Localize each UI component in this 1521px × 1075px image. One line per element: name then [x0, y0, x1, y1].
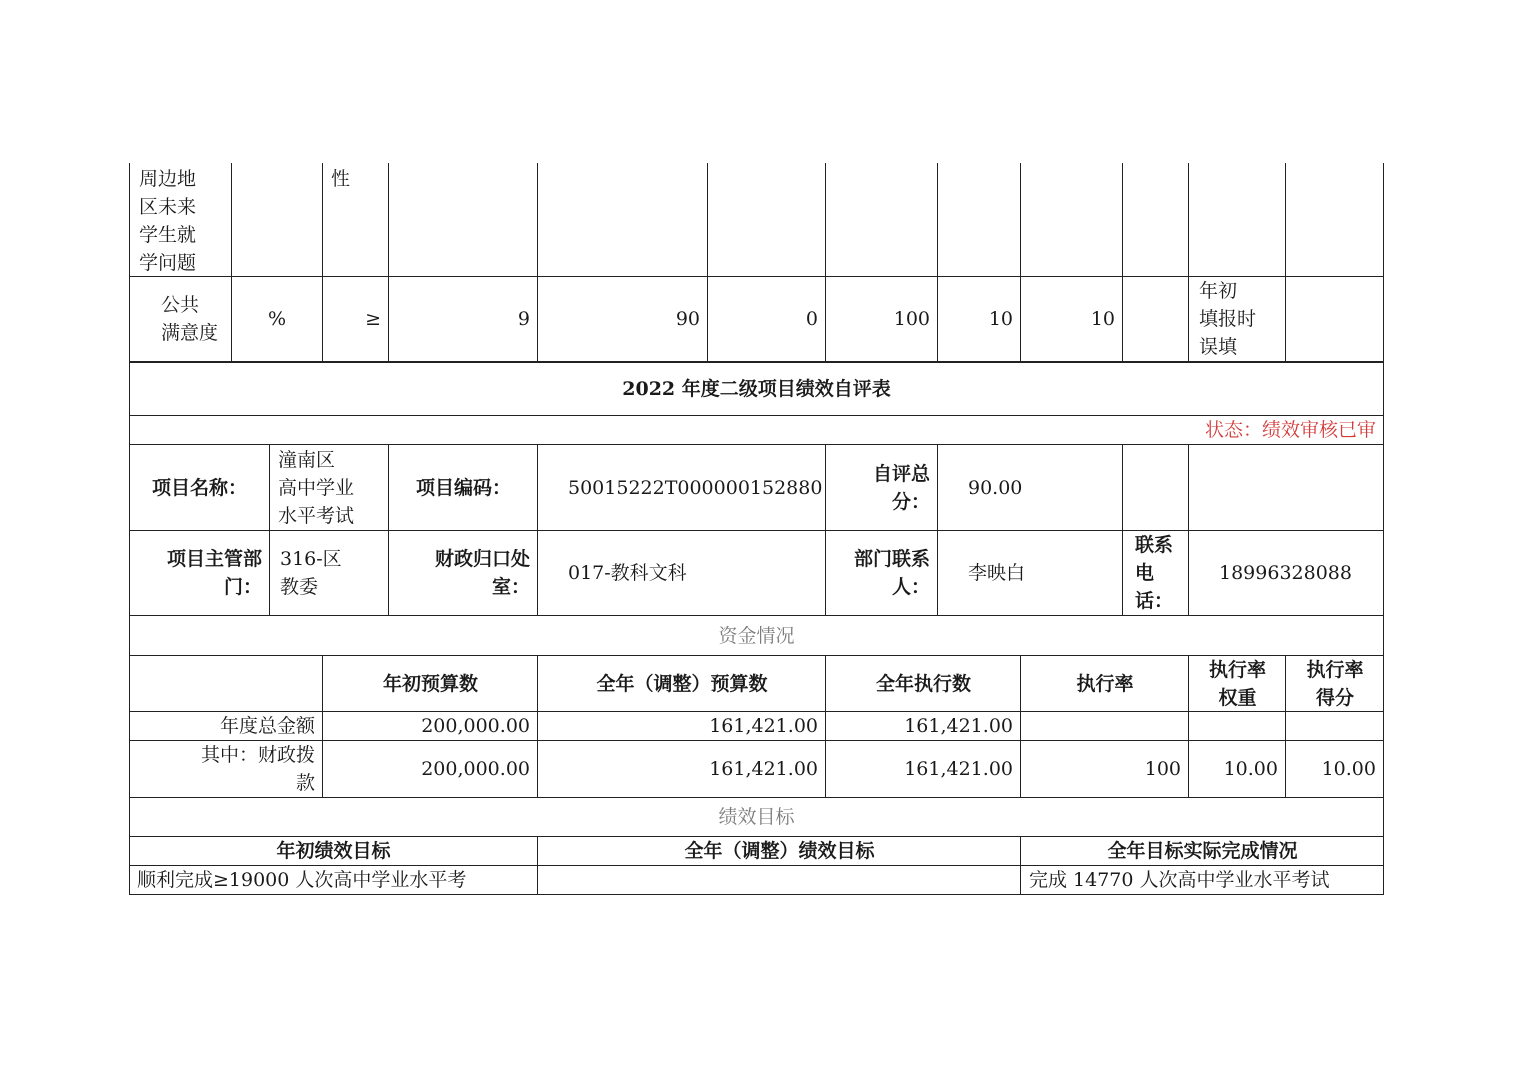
- funds-header-adjusted: 全年（调整）预算数: [596, 672, 768, 695]
- funds-row-executed: 161,421.00: [904, 758, 1013, 780]
- funds-row-label: 其中：财政拨 款: [200, 744, 315, 794]
- grid-line: [1383, 163, 1384, 895]
- dept-label: 项目主管部 门：: [166, 548, 262, 598]
- grid-line: [1285, 655, 1286, 797]
- funds-row-adjusted: 161,421.00: [709, 758, 818, 780]
- indicator-adjusted: 0: [805, 308, 818, 330]
- project-code-label: 项目编码：: [415, 476, 511, 499]
- grid-line: [825, 163, 826, 362]
- funds-row-weight: 10.00: [1223, 758, 1278, 780]
- funds-header-executed: 全年执行数: [875, 672, 971, 695]
- funds-header-score: 执行率 得分: [1306, 658, 1364, 709]
- grid-line: [937, 444, 938, 615]
- funds-row-executed: 161,421.00: [904, 715, 1013, 737]
- indicator-remark: 年初 填报时 误填: [1199, 280, 1257, 358]
- funds-row-rate: 100: [1144, 758, 1181, 780]
- funds-section-title: 资金情况: [718, 624, 795, 647]
- funds-header-initial: 年初预算数: [382, 672, 478, 695]
- total-score-value: 90.00: [968, 476, 1023, 499]
- grid-line: [231, 163, 232, 362]
- grid-line: [269, 444, 270, 615]
- indicator-operator: ≥: [365, 308, 381, 330]
- phone-label: 联系 电 话：: [1135, 534, 1174, 612]
- indicator-score-weight: 10: [988, 308, 1013, 330]
- grid-line: [129, 444, 1384, 445]
- project-name-label: 项目名称：: [151, 476, 247, 499]
- goals-adjusted-text: [538, 866, 1021, 894]
- grid-line: [388, 444, 389, 615]
- grid-line: [1122, 163, 1123, 362]
- grid-line: [825, 655, 826, 797]
- grid-line: [322, 655, 323, 797]
- grid-line: [129, 163, 130, 895]
- indicator-satisfaction: 公共 满意度: [161, 294, 219, 344]
- form-title: 2022 年度二级项目绩效自评表: [622, 378, 891, 400]
- funds-row-label: 年度总金额: [219, 715, 315, 737]
- indicator-property: 性: [331, 168, 351, 190]
- grid-line: [1285, 163, 1286, 362]
- goals-header-initial: 年初绩效目标: [276, 840, 391, 862]
- dept-value: 316-区 教委: [280, 548, 342, 598]
- grid-line: [537, 655, 538, 797]
- indicator-unit: %: [267, 308, 287, 330]
- indicator-target: 90: [675, 308, 700, 330]
- goals-header-actual: 全年目标实际完成情况: [1107, 840, 1298, 862]
- grid-line: [1188, 655, 1189, 797]
- grid-line: [388, 163, 389, 362]
- grid-line: [825, 444, 826, 615]
- grid-line: [129, 797, 1384, 798]
- grid-line: [129, 711, 1384, 712]
- grid-line: [707, 163, 708, 362]
- status-text: 状态：绩效审核已审: [1204, 419, 1376, 441]
- grid-line: [1188, 444, 1189, 615]
- indicator-weight: 9: [517, 308, 530, 330]
- goals-actual-text: 完成 14770 人次高中学业水平考试: [1029, 869, 1330, 891]
- finance-label: 财政归口处 室：: [434, 548, 530, 598]
- funds-row-adjusted: 161,421.00: [709, 715, 818, 737]
- funds-row-initial: 200,000.00: [421, 758, 530, 780]
- project-name-value: 潼南区 高中学业 水平考试: [278, 448, 355, 527]
- grid-line: [937, 163, 938, 362]
- grid-line: [129, 655, 1384, 656]
- grid-line: [537, 163, 538, 362]
- funds-row-score: [1286, 712, 1384, 740]
- grid-line: [129, 415, 1384, 416]
- grid-line: [129, 361, 1384, 363]
- grid-line: [129, 530, 1384, 531]
- grid-line: [537, 444, 538, 615]
- goals-section-title: 绩效目标: [718, 806, 795, 828]
- indicator-score: 10: [1090, 308, 1115, 330]
- grid-line: [129, 894, 1384, 895]
- goals-header-adjusted: 全年（调整）绩效目标: [684, 840, 875, 862]
- grid-line: [1020, 163, 1021, 362]
- grid-line: [1020, 655, 1021, 797]
- total-score-label: 自评总 分：: [872, 462, 930, 513]
- funds-row-rate: [1021, 712, 1189, 740]
- grid-line: [322, 163, 323, 362]
- contact-label: 部门联系 人：: [853, 548, 930, 598]
- goals-initial-text: 顺利完成≥19000 人次高中学业水平考: [137, 869, 467, 891]
- funds-row-weight: [1189, 712, 1286, 740]
- indicator-name: 周边地 区未来 学生就 学问题: [139, 168, 197, 274]
- indicator-actual: 100: [893, 308, 930, 330]
- funds-header-rate: 执行率: [1076, 672, 1134, 695]
- grid-line: [129, 615, 1384, 616]
- grid-line: [129, 865, 1384, 866]
- phone-value: 18996328088: [1219, 562, 1352, 584]
- finance-value: 017-教科文科: [568, 562, 687, 584]
- project-code-value: 50015222T000000152880: [568, 476, 823, 499]
- funds-row-score: 10.00: [1321, 758, 1376, 780]
- funds-row-initial: 200,000.00: [421, 715, 530, 737]
- grid-line: [129, 740, 1384, 741]
- grid-line: [1188, 163, 1189, 362]
- grid-line: [129, 276, 1384, 277]
- grid-line: [537, 836, 538, 895]
- grid-line: [1020, 836, 1021, 895]
- grid-line: [1122, 444, 1123, 615]
- grid-line: [129, 836, 1384, 837]
- contact-value: 李映白: [968, 562, 1026, 584]
- funds-header-weight: 执行率 权重: [1208, 658, 1266, 709]
